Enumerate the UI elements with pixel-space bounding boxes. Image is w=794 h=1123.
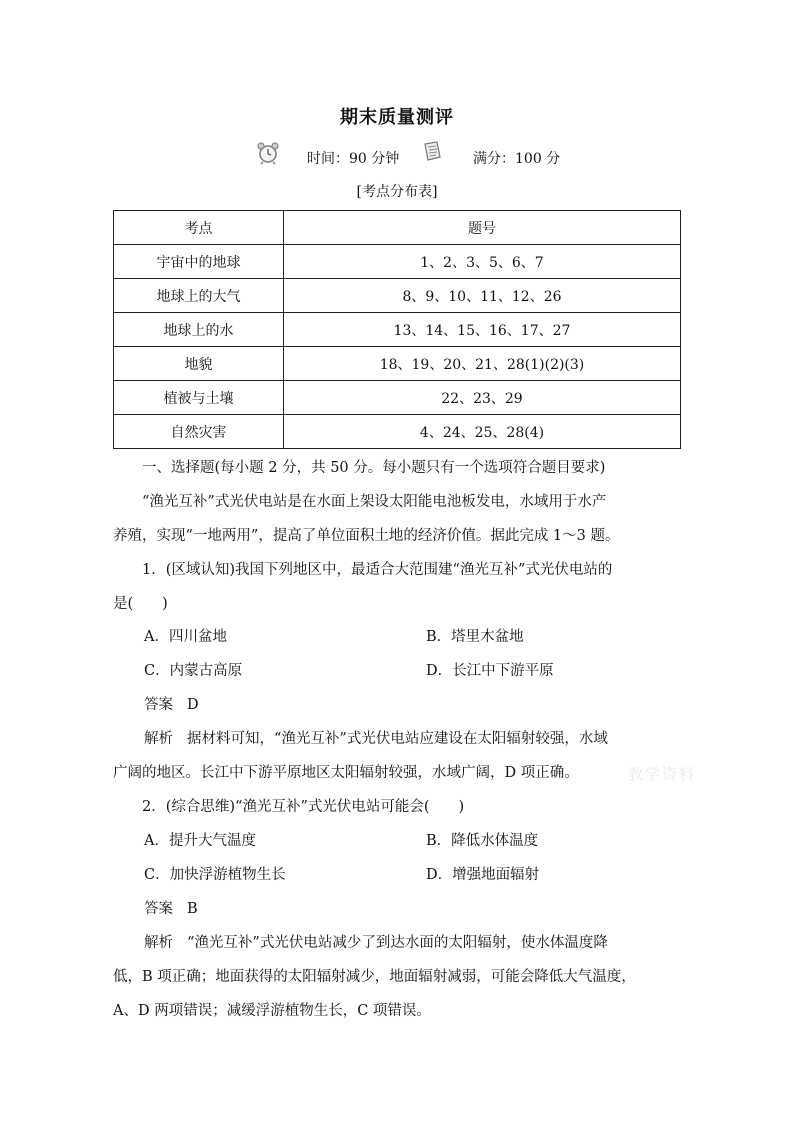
table-row <box>114 313 681 347</box>
table-caption: [考点分布表] <box>356 184 438 200</box>
watermark: 教学资料 <box>628 765 697 783</box>
question-numbers-cell: 22、23、29 <box>284 381 681 415</box>
topic-cell: 地球上的大气 <box>114 279 284 313</box>
question-2-option-b: B．降低水体温度 <box>426 833 539 849</box>
question-2-analysis-line-2: 低，B 项正确；地面获得的太阳辐射减少，地面辐射减弱，可能会降低大气温度， <box>113 969 636 985</box>
material-text-line-1: “渔光互补”式光伏电站是在水面上架设太阳能电池板发电，水域用于水产 <box>142 494 607 510</box>
topic-cell: 地貌 <box>114 347 284 381</box>
material-text-line-2: 养殖，实现“一地两用”，提高了单位面积土地的经济价值。据此完成 1～3 题。 <box>113 528 620 544</box>
table-header-row <box>114 211 681 245</box>
question-numbers-cell: 13、14、15、16、17、27 <box>284 313 681 347</box>
answer-label: 答案 <box>144 901 173 917</box>
question-1-analysis-line-1 <box>144 727 608 748</box>
exam-score: 满分：100 分 <box>473 151 561 167</box>
question-2-analysis-line-1 <box>144 931 608 952</box>
answer-value: D <box>187 697 199 713</box>
table-row <box>114 279 681 313</box>
question-1-answer <box>144 693 199 714</box>
question-numbers-cell: 4、24、25、28(4) <box>284 415 681 449</box>
question-1-option-a: A．四川盆地 <box>144 629 227 645</box>
topic-cell: 自然灾害 <box>114 415 284 449</box>
question-2-analysis-line-3: A、D 两项错误；减缓浮游植物生长，C 项错误。 <box>113 1003 431 1019</box>
analysis-label: 解析 <box>144 731 173 747</box>
topic-cell: 地球上的水 <box>114 313 284 347</box>
table-row <box>114 415 681 449</box>
paper-scroll-icon <box>421 141 443 167</box>
question-numbers-cell: 8、9、10、11、12、26 <box>284 279 681 313</box>
alarm-clock-icon <box>256 141 280 169</box>
page-title: 期末质量测评 <box>340 107 454 128</box>
table-row <box>114 381 681 415</box>
table-row <box>114 347 681 381</box>
question-1-stem-line-2: 是( ) <box>113 596 168 612</box>
analysis-text: “渔光互补”式光伏电站减少了到达水面的太阳辐射，使水体温度降 <box>187 935 608 951</box>
question-1-analysis-line-2: 广阔的地区。长江中下游平原地区太阳辐射较强，水域广阔，D 项正确。 <box>113 765 579 781</box>
topic-cell: 植被与土壤 <box>114 381 284 415</box>
question-numbers-cell: 1、2、3、5、6、7 <box>284 245 681 279</box>
exam-time: 时间：90 分钟 <box>307 151 400 167</box>
question-2-answer <box>144 897 198 918</box>
answer-label: 答案 <box>144 697 173 713</box>
topic-distribution-table <box>113 210 681 449</box>
answer-value: B <box>187 901 198 917</box>
question-numbers-cell: 18、19、20、21、28(1)(2)(3) <box>284 347 681 381</box>
question-1-option-b: B．塔里木盆地 <box>426 629 524 645</box>
analysis-label: 解析 <box>144 935 173 951</box>
analysis-text: 据材料可知，“渔光互补”式光伏电站应建设在太阳辐射较强，水域 <box>187 731 608 747</box>
question-2-option-a: A．提升大气温度 <box>144 833 256 849</box>
header-question-numbers: 题号 <box>284 211 681 245</box>
section-heading: 一、选择题(每小题 2 分，共 50 分。每小题只有一个选项符合题目要求) <box>142 460 606 476</box>
question-1-option-d: D．长江中下游平原 <box>426 663 554 679</box>
question-2-option-c: C．加快浮游植物生长 <box>144 867 286 883</box>
question-2-option-d: D．增强地面辐射 <box>426 867 540 883</box>
topic-cell: 宇宙中的地球 <box>114 245 284 279</box>
table-row <box>114 245 681 279</box>
question-2-stem: 2．(综合思维)“渔光互补”式光伏电站可能会( ) <box>142 799 465 815</box>
header-topic: 考点 <box>114 211 284 245</box>
question-1-stem-line-1: 1．(区域认知)我国下列地区中，最适合大范围建“渔光互补”式光伏电站的 <box>142 562 613 578</box>
question-1-option-c: C．内蒙古高原 <box>144 663 243 679</box>
